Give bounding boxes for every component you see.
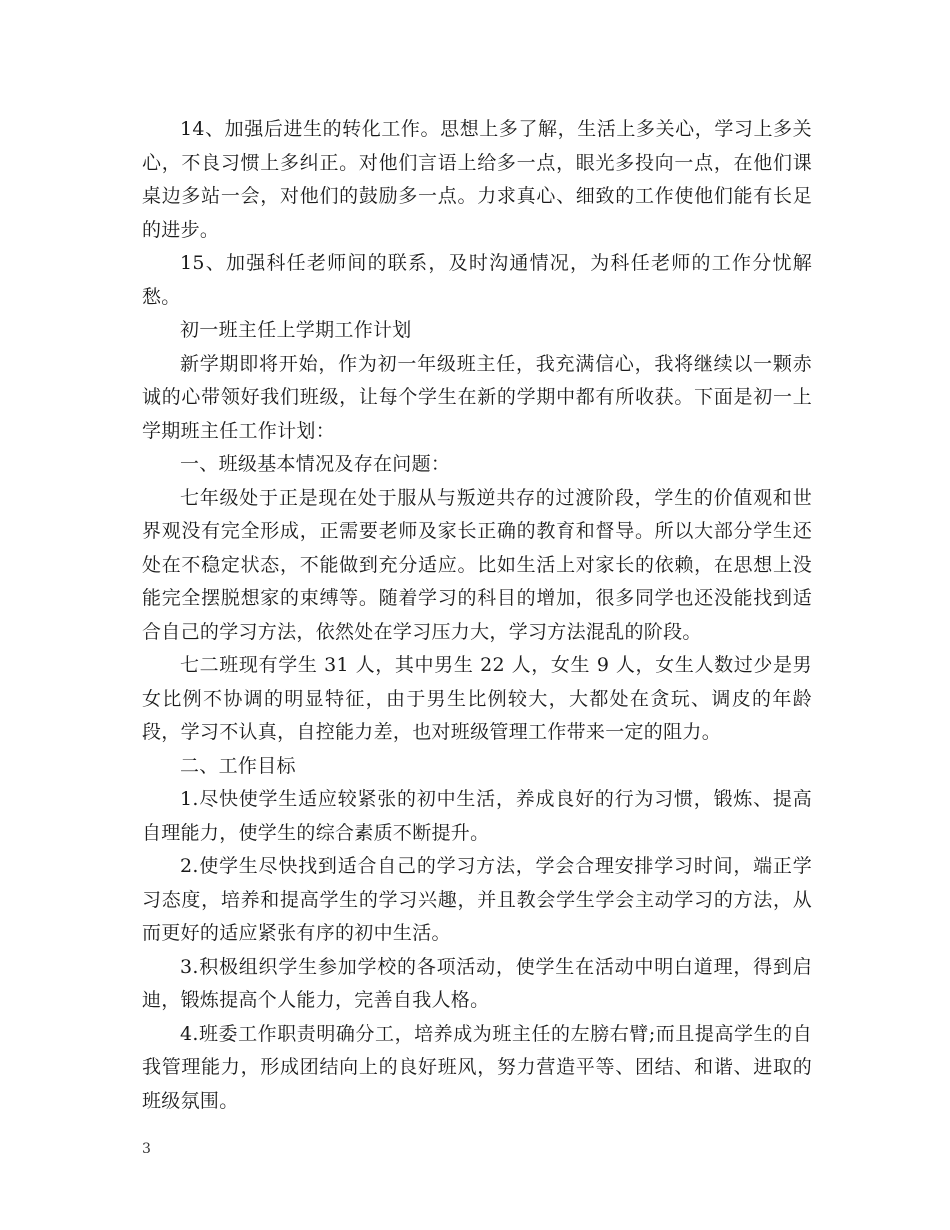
goal-item-2: 2.使学生尽快找到适合自己的学习方法，学会合理安排学习时间，端正学习态度，培养和提高学生的学习兴趣，并且教会学生学会主动学习的方法，从而更好的适应紧张有序的初中生活。 [142,855,812,944]
goal-item-4: 4.班委工作职责明确分工，培养成为班主任的左膀右臂;而且提高学生的自我管理能力，形成团结向上的良好班风，努力营造平等、团结、和谐、进取的班级氛围。 [142,1022,812,1112]
page-number: 3 [142,1141,151,1157]
paragraph-class-stats: 七二班现有学生 31 人，其中男生 22 人，女生 9 人，女生人数过少是男女比例不协调的明显特征，由于男生比例较大，大都处在贪玩、调皮的年龄段，学习不认真，自控能力差，也对班级管理工作带来一定的阻力。 [142,654,812,743]
paragraph-item-15: 15、加强科任老师间的联系，及时沟通情况，为科任老师的工作分忧解愁。 [142,252,812,308]
paragraph-grade-situation: 七年级处于正是现在处于服从与叛逆共存的过渡阶段，学生的价值观和世界观没有完全形成，正需要老师及家长正确的教育和督导。所以大部分学生还处在不稳定状态，不能做到充分适应。比如生活上对家长的依赖，在思想上没能完全摆脱想家的束缚等。随着学习的科目的增加，很多同学也还没能找到适合自己的学习方法，依然处在学习压力大，学习方法混乱的阶段。 [142,486,812,643]
section-title: 初一班主任上学期工作计划 [180,319,412,341]
heading-work-goals: 二、工作目标 [180,754,296,777]
heading-class-situation: 一、班级基本情况及存在问题： [180,453,451,475]
paragraph-item-14: 14、加强后进生的转化工作。思想上多了解，生活上多关心，学习上多关心，不良习惯上多纠正。对他们言语上给多一点，眼光多投向一点，在他们课桌边多站一会，对他们的鼓励多一点。力求真心、细致的工作使他们能有长足的进步。 [142,118,812,241]
goal-item-3: 3.积极组织学生参加学校的各项活动，使学生在活动中明白道理，得到启迪，锻炼提高个人能力，完善自我人格。 [142,955,812,1011]
document-body [142,113,812,1118]
goal-item-1: 1.尽快使学生适应较紧张的初中生活，养成良好的行为习惯，锻炼、提高自理能力，使学生的综合素质不断提升。 [142,788,812,844]
intro-paragraph: 新学期即将开始，作为初一年级班主任，我充满信心，我将继续以一颗赤诚的心带领好我们班级，让每个学生在新的学期中都有所收获。下面是初一上学期班主任工作计划： [142,352,812,442]
